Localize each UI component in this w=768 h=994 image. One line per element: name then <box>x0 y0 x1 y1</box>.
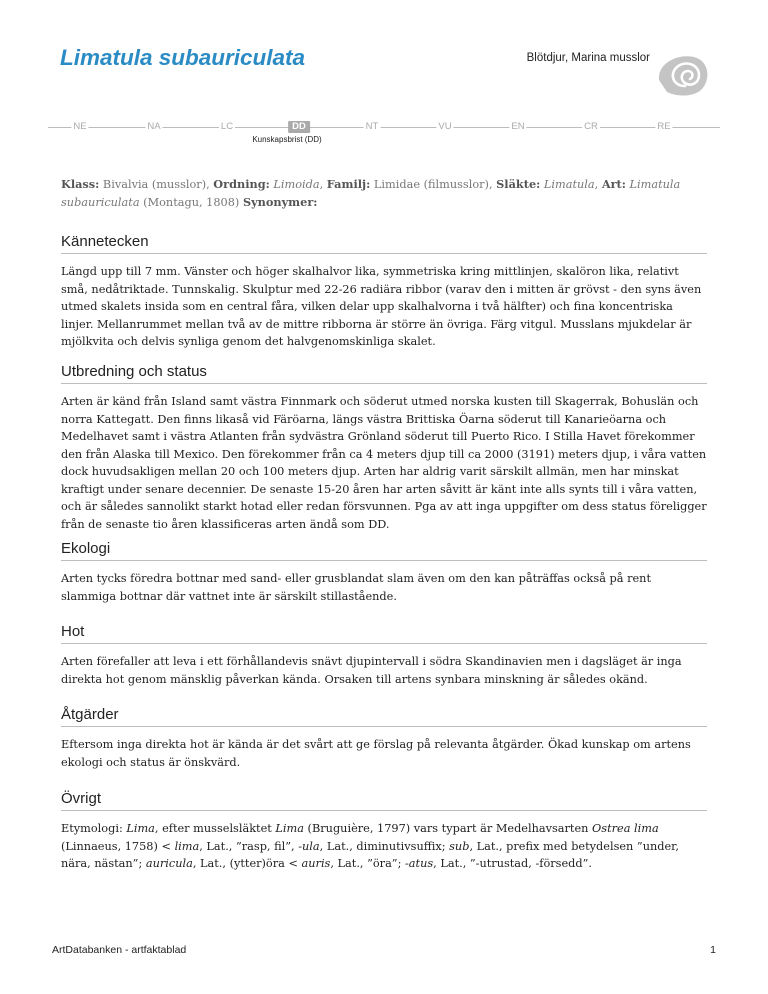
klass-label: Klass: <box>61 177 100 191</box>
etym-part: Lima <box>126 822 155 835</box>
etym-part: Lima <box>275 822 304 835</box>
snail-shell-icon <box>655 50 711 98</box>
species-group: Blötdjur, Marina musslor <box>526 52 650 64</box>
section-kannetecken <box>61 233 707 351</box>
etym-part: , efter musselsläktet <box>154 822 276 835</box>
etym-part: (Linnaeus, 1758) < <box>61 839 175 853</box>
redlist-cr: CR <box>584 121 598 132</box>
redlist-lc: LC <box>220 121 234 132</box>
etym-part: , Lat., prefix med betydelsen ”under, nära, nästan”; <box>61 839 679 870</box>
etym-part: Etymologi: <box>61 822 127 835</box>
redlist-scale <box>48 118 720 158</box>
redlist-en: EN <box>511 121 525 132</box>
section-text: Eftersom inga direkta hot är kända är det svårt att ge förslag på relevanta åtgärder. Ökad kunskap om artens ekologi och status är önskvärd. <box>61 738 691 769</box>
redlist-ne: NE <box>73 121 87 132</box>
section-ekologi <box>61 540 707 605</box>
section-heading: Ekologi <box>61 540 707 561</box>
etym-part: sub <box>449 839 470 853</box>
synonymer-label: Synonymer: <box>242 194 318 209</box>
redlist-vu: VU <box>438 121 452 132</box>
klass-value: Bivalvia (musslor), <box>102 178 210 191</box>
etym-part: atus <box>408 857 434 870</box>
section-text <box>61 820 707 873</box>
section-ovrigt <box>61 790 707 873</box>
redlist-re: RE <box>657 121 671 132</box>
etym-part: ula <box>302 839 320 853</box>
page-number: 1 <box>710 944 716 956</box>
etym-part: , Lat., ”-utrustad, -försedd”. <box>433 857 592 870</box>
section-heading: Kännetecken <box>61 233 707 254</box>
etym-part: Ostrea lima <box>592 822 659 835</box>
section-text: Arten tycks föredra bottnar med sand- eller grusblandat slam även om den kan påträffas också på rent slammiga bottnar där vattnet inte är särskilt stillastående. <box>61 572 651 603</box>
author: (Montagu, 1808) <box>143 195 240 209</box>
section-text: Arten förefaller att leva i ett förhållandevis snävt djupintervall i södra Skandinavien men i dagsläget är inga direkta hot genom mänsklig påverkan kända. Orsaken till artens synbara minskning är således okänd. <box>61 655 682 686</box>
species-title: Limatula subauriculata <box>60 45 306 70</box>
section-atgarder <box>61 706 707 771</box>
etym-part: , Lat., ”öra”; - <box>330 857 409 870</box>
redlist-dd: DD <box>288 121 310 133</box>
art-label: Art: <box>601 177 626 191</box>
etym-part: lima <box>174 839 200 853</box>
taxonomy-line: Klass: Bivalvia (musslor), Ordning: Limoida, Familj: Limidae (filmusslor), Släkte: Limatula, Art: Limatula subauriculata (Montagu, 1808) Synonymer: <box>61 177 681 209</box>
section-heading: Utbredning och status <box>61 363 707 384</box>
etym-part: auricula <box>145 857 193 870</box>
slakte-label: Släkte: <box>496 177 541 191</box>
art-value: Limatula subauriculata <box>61 178 681 209</box>
section-hot <box>61 623 707 688</box>
etym-part: , Lat., diminutivsuffix; <box>319 839 450 853</box>
section-heading: Åtgärder <box>61 706 707 727</box>
section-text: Längd upp till 7 mm. Vänster och höger skalhalvor lika, symmetriska kring mittlinjen, skalöron lika, relativt små, nedåtriktade. Tunnskalig. Skulptur med 22-26 radiära ribbor (varav den i mitten är grövst - den syns även utmed skalets insida som en central fåra, vilken delar upp skalhalvorna i två hälfter) och fina koncentriska linjer. Mellanrummet mellan två av de mittre ribborna är större än övriga. Färg vitgul. Musslans mjukdelar är mjölkvita och delvis synliga genom det halvgenomskinliga skalet. <box>61 265 702 348</box>
section-heading: Hot <box>61 623 707 644</box>
ordning-value: Limoida <box>273 178 320 191</box>
familj-value: Limidae (filmusslor), <box>373 178 493 191</box>
etym-part: , Lat., ”rasp, fil”, - <box>199 839 303 853</box>
section-utbredning <box>61 363 707 533</box>
section-text: Arten är känd från Island samt västra Finnmark och söderut utmed norska kusten till Skagerrak, Bohuslän och norra Kattegatt. Den finns likaså vid Färöarna, längs västra Brittiska Öarna söderut till Kanarieöarna och Medelhavet samt i västra Atlanten från sydvästra Grönland söderut till Puerto Rico. I Stilla Havet förekommer den från Alaska till Mexico. Den förekommer från ca 4 meters djup till ca 2000 (3191) meters djup, i våra vatten dock huvudsakligen mellan 20 och 100 meters djup. Arten har aldrig varit särskilt allmän, men har minskat kraftigt under senare decennier. De senaste 15-20 åren har arten såvitt är känt inte alls synts till i våra vatten, och är således sannolikt starkt hotad eller redan försvunnen. Pga av att inga uppgifter om dess status föreligger från de senaste tio åren klassificeras arten ändå som DD. <box>61 395 707 531</box>
slakte-value: Limatula <box>543 178 595 191</box>
redlist-na: NA <box>147 121 161 132</box>
footer-source: ArtDatabanken - artfaktablad <box>52 944 187 956</box>
etym-part: (Bruguière, 1797) vars typart är Medelhavsarten <box>303 822 593 835</box>
redlist-nt: NT <box>365 121 379 132</box>
redlist-active-label: Kunskapsbrist (DD) <box>252 135 322 144</box>
familj-label: Familj: <box>326 177 371 191</box>
etym-part: , Lat., (ytter)öra < <box>192 857 302 870</box>
etym-part: auris <box>301 857 331 870</box>
ordning-label: Ordning: <box>213 177 270 191</box>
section-heading: Övrigt <box>61 790 707 811</box>
